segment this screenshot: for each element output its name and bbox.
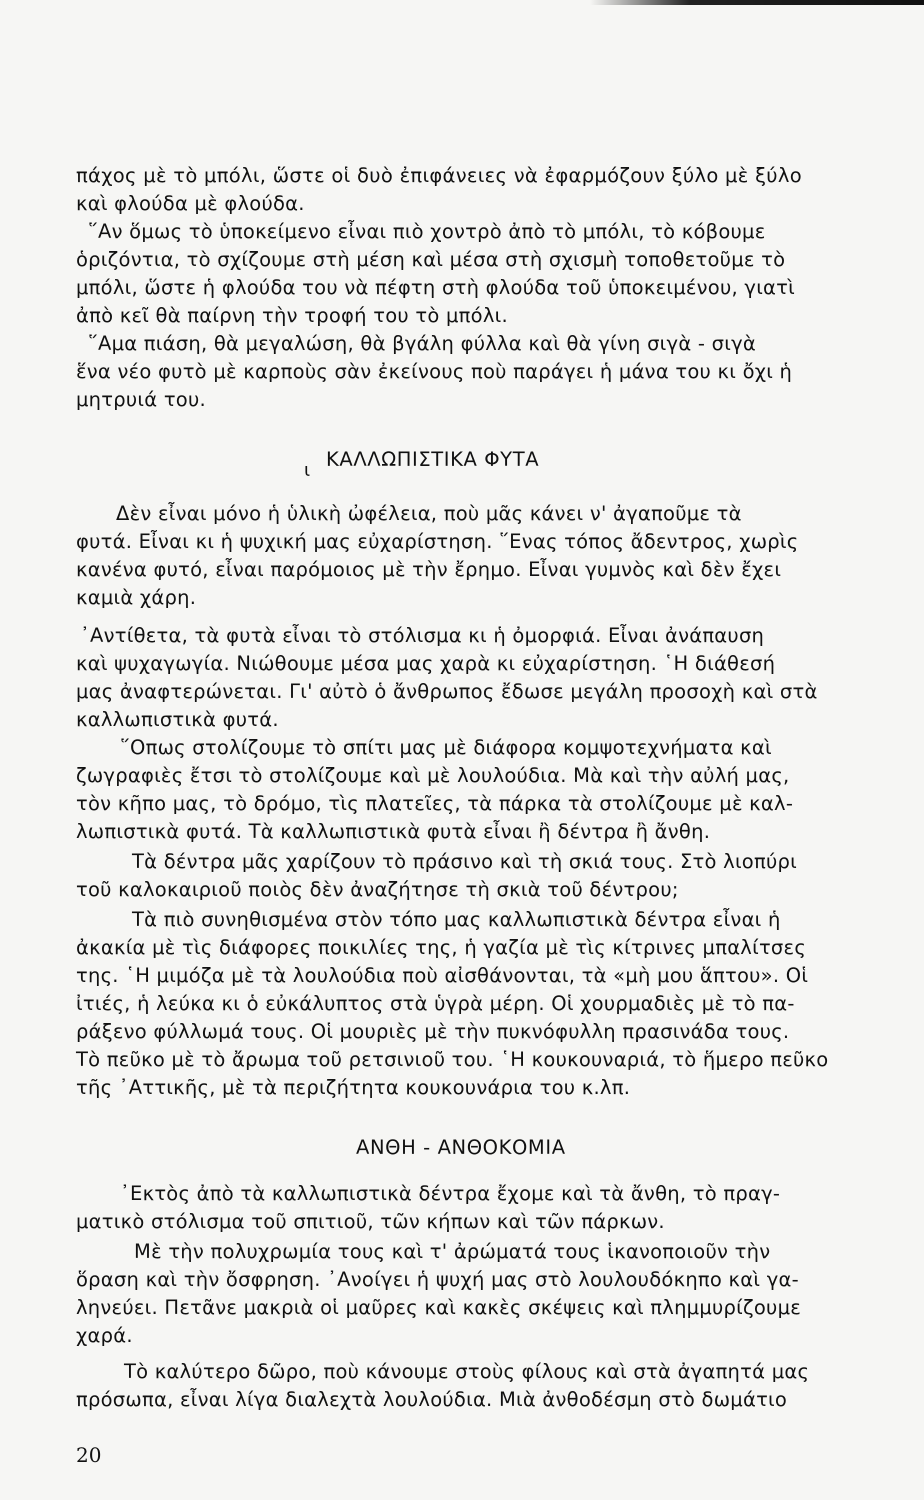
text-line: καλλωπιστικὰ φυτά. bbox=[76, 708, 279, 731]
text-line: ὁριζόντια, τὸ σχίζουμε στὴ μέση καὶ μέσα στὴ σχισμὴ τοποθετοῦμε τὸ bbox=[76, 248, 786, 271]
text-line: της. ῾Η μιμόζα μὲ τὰ λουλούδια ποὺ αἰσθάνονται, τὰ «μὴ μου ἅπτου». Οἱ bbox=[76, 964, 809, 987]
text-line: ματικὸ στόλισμα τοῦ σπιτιοῦ, τῶν κήπων καὶ τῶν πάρκων. bbox=[76, 1210, 665, 1233]
text-line: ζωγραφιὲς ἔτσι τὸ στολίζουμε καὶ μὲ λουλούδια. Μὰ καὶ τὴν αὐλή μας, bbox=[76, 764, 790, 787]
stray-mark: ι bbox=[304, 460, 311, 481]
section-heading-flowers: ΑΝΘΗ - ΑΝΘΟΚΟΜΙΑ bbox=[356, 1136, 566, 1159]
text-line: καμιὰ χάρη. bbox=[76, 586, 197, 609]
text-line: Τὸ καλύτερο δῶρο, ποὺ κάνουμε στοὺς φίλους καὶ στὰ ἀγαπητά μας bbox=[124, 1360, 810, 1383]
text-line: ᾿Εκτὸς ἀπὸ τὰ καλλωπιστικὰ δέντρα ἔχομε καὶ τὰ ἄνθη, τὸ πραγ- bbox=[120, 1182, 781, 1205]
text-line: τοῦ καλοκαιριοῦ ποιὸς δὲν ἀναζήτησε τὴ σκιὰ τοῦ δέντρου; bbox=[76, 878, 679, 901]
paragraph-colors-scents bbox=[76, 1238, 876, 1350]
text-line: ληνεύει. Πετᾶνε μακριὰ οἱ μαῦρες καὶ κακὲς σκέψεις καὶ πλημμυρίζουμε bbox=[76, 1296, 802, 1319]
paragraph-flowers-intro bbox=[76, 1180, 876, 1236]
text-line: κανένα φυτό, εἶναι παρόμοιος μὲ τὴν ἔρημο. Εἶναι γυμνὸς καὶ δὲν ἔχει bbox=[76, 558, 782, 581]
paragraph-common-trees bbox=[76, 906, 876, 1102]
text-line: ἀκακία μὲ τὶς διάφορες ποικιλίες της, ἡ γαζία μὲ τὶς κίτρινες μπαλίτσες bbox=[76, 936, 807, 959]
scan-edge-shadow bbox=[590, 0, 924, 5]
text-line: ὅραση καὶ τὴν ὄσφρηση. ᾿Ανοίγει ἡ ψυχή μας στὸ λουλουδόκηπο καὶ γα- bbox=[76, 1268, 799, 1291]
paragraph-best-gift bbox=[76, 1358, 876, 1414]
text-line: ἕνα νέο φυτὸ μὲ καρποὺς σὰν ἐκείνους ποὺ παράγει ἡ μάνα του κι ὄχι ἡ bbox=[76, 360, 793, 383]
text-line: μας ἀναφτερώνεται. Γι' αὐτὸ ὁ ἄνθρωπος ἔδωσε μεγάλη προσοχὴ καὶ στὰ bbox=[76, 680, 818, 703]
text-line: μητρυιά του. bbox=[76, 388, 206, 411]
page-number: 20 bbox=[76, 1443, 102, 1467]
text-line: Τὰ δέντρα μᾶς χαρίζουν τὸ πράσινο καὶ τὴ σκιά τους. Στὸ λιοπύρι bbox=[132, 850, 797, 873]
text-line: καὶ φλούδα μὲ φλούδα. bbox=[76, 192, 305, 215]
text-line: ῞Αν ὅμως τὸ ὑποκείμενο εἶναι πιὸ χοντρὸ ἀπὸ τὸ μπόλι, τὸ κόβουμε bbox=[88, 220, 766, 243]
text-line: λωπιστικὰ φυτά. Τὰ καλλωπιστικὰ φυτὰ εἶναι ἢ δέντρα ἢ ἄνθη. bbox=[76, 820, 711, 843]
text-line: Τὸ πεῦκο μὲ τὸ ἄρωμα τοῦ ρετσινιοῦ του. ῾Η κουκουναριά, τὸ ἥμερο πεῦκο bbox=[76, 1048, 829, 1071]
paragraph-new-plant bbox=[76, 330, 876, 414]
text-line: πάχος μὲ τὸ μπόλι, ὥστε οἱ δυὸ ἐπιφάνειες νὰ ἐφαρμόζουν ξύλο μὲ ξύλο bbox=[76, 164, 802, 187]
text-line: τῆς ᾿Αττικῆς, μὲ τὰ περιζήτητα κουκουνάρια του κ.λπ. bbox=[76, 1076, 631, 1099]
text-line: Μὲ τὴν πολυχρωμία τους καὶ τ' ἀρώματά τους ἱκανοποιοῦν τὴν bbox=[134, 1240, 771, 1263]
text-line: πρόσωπα, εἶναι λίγα διαλεχτὰ λουλούδια. Μιὰ ἀνθοδέσμη στὸ δωμάτιο bbox=[76, 1388, 788, 1411]
text-line: ἀπὸ κεῖ θὰ παίρνη τὴν τροφή του τὸ μπόλι. bbox=[76, 304, 508, 327]
text-line: ῞Αμα πιάση, θὰ μεγαλώση, θὰ βγάλη φύλλα καὶ θὰ γίνη σιγὰ - σιγὰ bbox=[88, 332, 756, 355]
text-line: ἰτιές, ἡ λεύκα κι ὁ εὐκάλυπτος στὰ ὑγρὰ μέρη. Οἱ χουρμαδιὲς μὲ τὸ πα- bbox=[76, 992, 795, 1015]
text-line: τὸν κῆπο μας, τὸ δρόμο, τὶς πλατεῖες, τὰ πάρκα τὰ στολίζουμε μὲ καλ- bbox=[76, 792, 794, 815]
paragraph-grafting-end bbox=[76, 162, 876, 218]
text-line: καὶ ψυχαγωγία. Νιώθουμε μέσα μας χαρὰ κι εὐχαρίστηση. ῾Η διάθεσή bbox=[76, 652, 776, 675]
text-line: φυτά. Εἶναι κι ἡ ψυχική μας εὐχαρίστηση. ῞Ενας τόπος ἄδεντρος, χωρὶς bbox=[76, 530, 799, 553]
text-line: Δὲν εἶναι μόνο ἡ ὑλικὴ ὠφέλεια, ποὺ μᾶς κάνει ν' ἀγαποῦμε τὰ bbox=[116, 502, 742, 525]
text-line: μπόλι, ὥστε ἡ φλούδα του νὰ πέφτη στὴ φλούδα τοῦ ὑποκειμένου, γιατὶ bbox=[76, 276, 795, 299]
paragraph-thick-rootstock bbox=[76, 218, 876, 330]
paragraph-decorating bbox=[76, 734, 876, 846]
text-line: χαρά. bbox=[76, 1324, 133, 1347]
text-line: ᾿Αντίθετα, τὰ φυτὰ εἶναι τὸ στόλισμα κι ἡ ὀμορφιά. Εἶναι ἀνάπαυση bbox=[80, 624, 765, 647]
text-line: ράξενο φύλλωμά τους. Οἱ μουριὲς μὲ τὴν πυκνόφυλλη πρασινάδα τους. bbox=[76, 1020, 790, 1043]
paragraph-trees-shade bbox=[76, 848, 876, 904]
section-heading-ornamental-plants: ΚΑΛΛΩΠΙΣΤΙΚΑ ΦΥΤΑ bbox=[326, 448, 540, 471]
paragraph-beauty bbox=[76, 622, 876, 734]
text-line: ῞Οπως στολίζουμε τὸ σπίτι μας μὲ διάφορα κομψοτεχνήματα καὶ bbox=[120, 736, 772, 759]
paragraph-spiritual-joy bbox=[76, 500, 876, 612]
text-line: Τὰ πιὸ συνηθισμένα στὸν τόπο μας καλλωπιστικὰ δέντρα εἶναι ἡ bbox=[132, 908, 781, 931]
